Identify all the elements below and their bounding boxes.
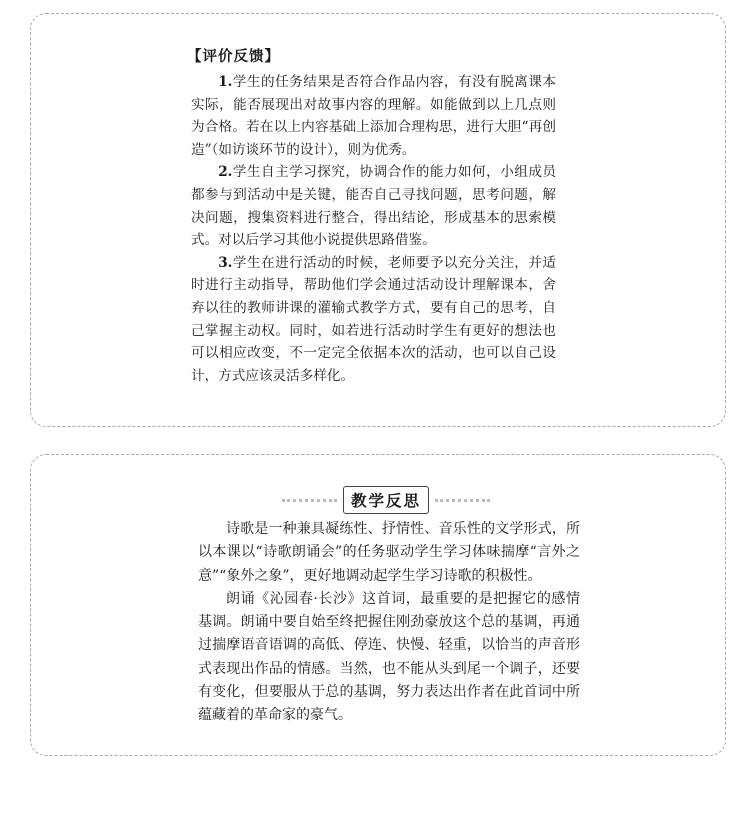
- item-text: 学生在进行活动的时候，老师要予以充分关注，并适时进行主动指导，帮助他们学会通过活动设计理解课本，舍弃以往的教师讲课的灌输式教学方式，要有自己的思考，自己掌握主动权。同时，如若进行活动时学生有更好的想法也可以相应改变，不一定完全依据本次的活动，也可以自己设计，方式应该灵活多样化。: [191, 254, 556, 384]
- evaluation-item: [191, 252, 556, 388]
- reflection-body: [198, 518, 580, 728]
- item-text: 学生自主学习探究，协调合作的能力如何，小组成员都参与到活动中是关键，能否自己寻找问题，思考问题，解决问题，搜集资料进行整合，得出结论，形成基本的思索模式。对以后学习其他小说提供思路借鉴。: [191, 164, 556, 249]
- evaluation-heading: 【评价反馈】: [187, 48, 280, 65]
- reflection-title-row: [282, 484, 490, 516]
- evaluation-item: [191, 161, 556, 251]
- item-text: 学生的任务结果是否符合作品内容，有没有脱离课本实际，能否展现出对故事内容的理解。如能做到以上几点则为合格。若在以上内容基础上添加合理构思，进行大胆“再创造”（如访谈环节的设计），则为优秀。: [191, 74, 556, 158]
- reflection-title: 教学反思: [343, 486, 429, 514]
- dotted-divider-right: [435, 499, 490, 502]
- item-number: 2.: [218, 164, 233, 181]
- item-number: 3.: [218, 254, 233, 271]
- reflection-paragraph: 朗诵《沁园春·长沙》这首词，最重要的是把握它的感情基调。朗诵中要自始至终把握住刚劲豪放这个总的基调，再通过揣摩语音语调的高低、停连、快慢、轻重，以恰当的声音形式表现出作品的情感。当然，也不能从头到尾一个调子，还要有变化，但要服从于总的基调，努力表达出作者在此首词中所蕴藏着的革命家的豪气。: [198, 590, 580, 724]
- reflection-paragraph: 诗歌是一种兼具凝练性、抒情性、音乐性的文学形式，所以本课以“诗歌朗诵会”的任务驱动学生学习体味揣摩“言外之意”“象外之象”，更好地调动起学生学习诗歌的积极性。: [198, 521, 580, 584]
- dotted-divider-left: [282, 499, 337, 502]
- item-number: 1.: [218, 74, 233, 90]
- evaluation-item: [191, 71, 556, 161]
- evaluation-body: [191, 71, 556, 387]
